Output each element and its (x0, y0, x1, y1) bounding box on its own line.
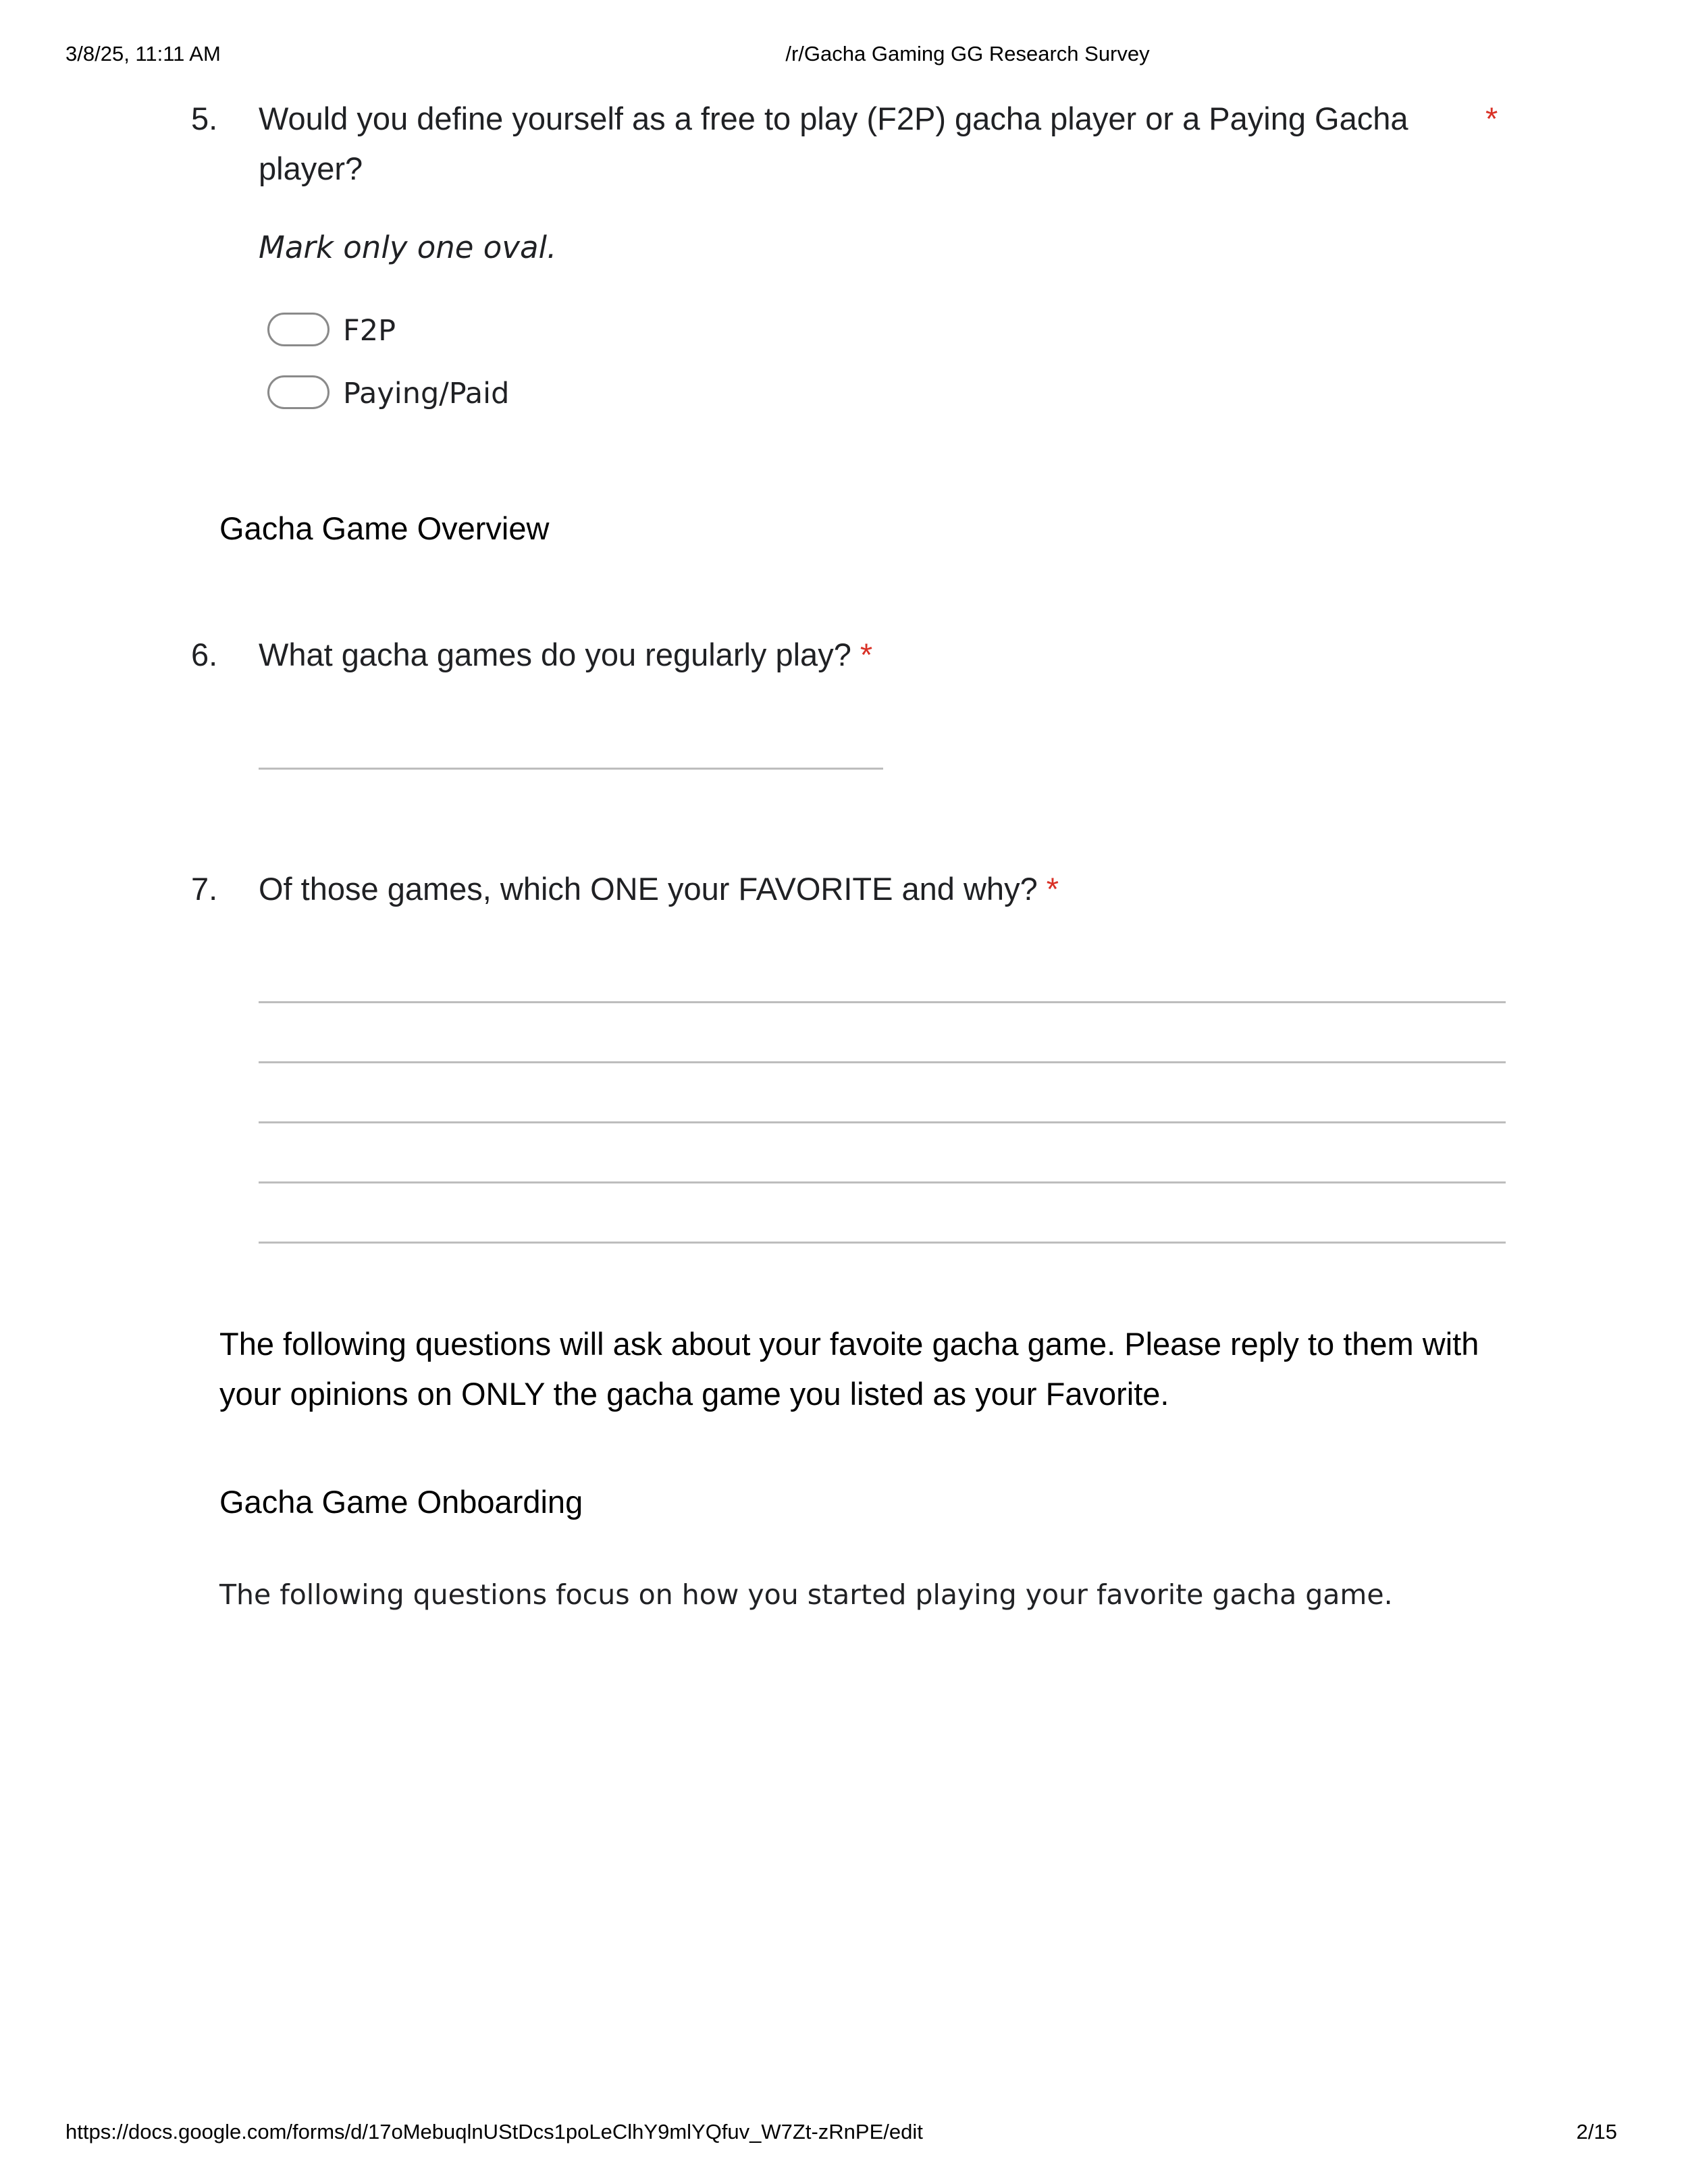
question-text: Of those games, which ONE your FAVORITE and why? * (259, 871, 1059, 907)
answer-line (259, 1242, 1506, 1244)
section-description: The following questions focus on how you started playing your favorite gacha game. (219, 1578, 1393, 1611)
print-footer (0, 2120, 1688, 2147)
answer-line (259, 1121, 1506, 1123)
radio-oval[interactable] (267, 313, 329, 346)
page-number: 2/15 (1576, 2120, 1617, 2143)
print-date: 3/8/25, 11:11 AM (65, 42, 221, 65)
short-answer-field[interactable] (259, 768, 883, 770)
page-url: https://docs.google.com/forms/d/17oMebuqlnUStDcs1poLeClhY9mlYQfuv_W7Zt-zRnPE/edit (65, 2120, 923, 2143)
question-hint: Mark only one oval. (259, 230, 557, 265)
answer-line (259, 1001, 1506, 1003)
answer-line (259, 1061, 1506, 1063)
question-text: Would you define yourself as a free to play (F2P) gacha player or a Paying Gacha player? (259, 101, 1408, 186)
required-asterisk: * (1046, 871, 1059, 907)
answer-line (259, 1181, 1506, 1183)
print-header (0, 42, 1688, 69)
radio-oval[interactable] (267, 375, 329, 409)
option-label: Paying/Paid (343, 377, 510, 410)
required-asterisk: * (860, 637, 873, 672)
section-title-overview: Gacha Game Overview (219, 510, 550, 546)
section-title-onboarding: Gacha Game Onboarding (219, 1484, 583, 1520)
print-title: /r/Gacha Gaming GG Research Survey (785, 42, 1150, 65)
question-number: 6. (191, 637, 218, 672)
option-label: F2P (343, 314, 396, 348)
section-intro-text: The following questions will ask about your favoite gacha game. Please reply to them with your opinions on ONLY the gacha game you listed as your Favorite. (219, 1326, 1479, 1412)
question-number: 5. (191, 101, 218, 136)
required-asterisk: * (1485, 101, 1498, 136)
question-text: What gacha games do you regularly play? * (259, 637, 873, 672)
question-number: 7. (191, 871, 218, 907)
